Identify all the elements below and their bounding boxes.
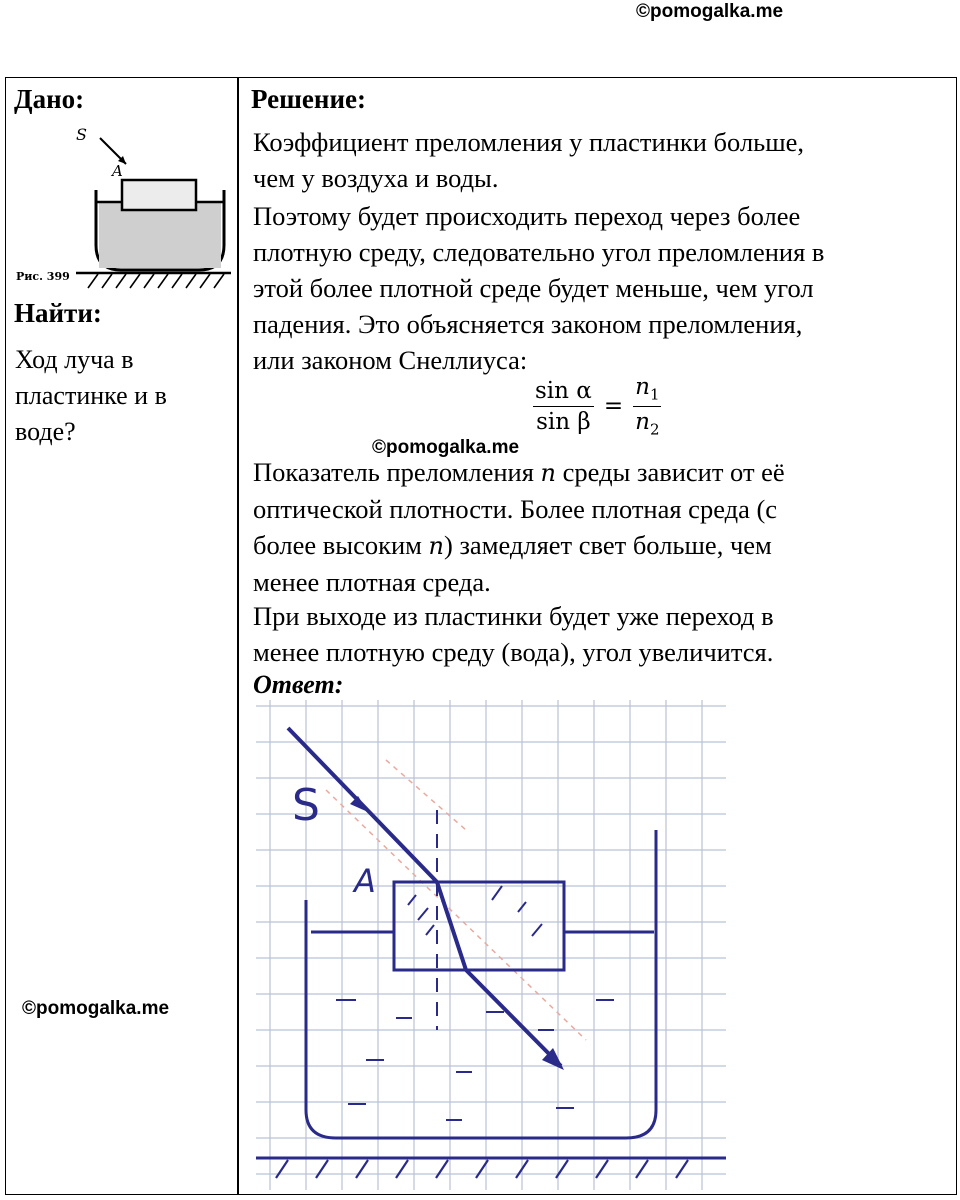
solution-paragraph-1 [253,124,953,196]
solution-line: менее плотную среду (вода), угол увеличится. [253,637,774,667]
answer-label: Ответ: [253,670,344,699]
index-ratio [633,374,661,438]
equals-sign: = [603,393,624,420]
given-heading: Дано: [14,84,85,114]
find-heading: Найти: [14,298,102,328]
snell-formula [533,374,661,438]
answer-drawing [256,700,726,1190]
solution-line: плотную среду, следовательно угол преломления в [253,237,825,267]
answer-label-s: S [292,780,320,831]
n1: $n_1$ [633,374,661,407]
solution-line: или законом Снеллиуса: [253,345,528,375]
sin-alpha: sin α [533,378,594,407]
watermark-middle: ©pomogalka.me [372,437,520,458]
watermark-left: ©pomogalka.me [22,998,170,1019]
given-figure-label-s: S [76,125,87,144]
solution-paragraph-3 [253,454,953,600]
answer-label-a: A [354,862,376,900]
sin-beta: sin β [536,408,591,435]
solution-line: более высоким n) замедляет свет больше, чем [253,530,772,560]
solution-line: оптической плотности. Более плотная среда (с [253,494,778,524]
solution-line: менее плотная среда. [253,567,491,597]
given-figure-label-a: A [112,162,123,180]
solution-paragraph-4 [253,598,953,670]
solution-paragraph-2 [253,198,953,378]
solution-line: чем у воздуха и воды. [253,163,499,193]
given-figure [16,120,231,300]
solution-line: Поэтому будет происходить переход через более [253,201,801,231]
solution-line: Показатель преломления n среды зависит от её [253,457,785,487]
solution-heading: Решение: [251,84,366,114]
solution-line: падения. Это объясняется законом преломления, [253,309,803,339]
solution-line: Коэффициент преломления у пластинки больше, [253,127,805,157]
column-divider [237,78,239,1194]
task-table [5,77,957,1195]
n2: $n_2$ [635,408,660,439]
find-text: Ход луча в пластинке и в воде? [15,345,167,446]
given-figure-caption: Рис. 399 [16,270,70,283]
solution-line: этой более плотной среде будет меньше, чем угол [253,273,814,303]
sine-ratio [533,378,594,435]
solution-line: При выходе из пластинки будет уже переход в [253,601,774,631]
watermark-top: ©pomogalka.me [636,1,784,22]
